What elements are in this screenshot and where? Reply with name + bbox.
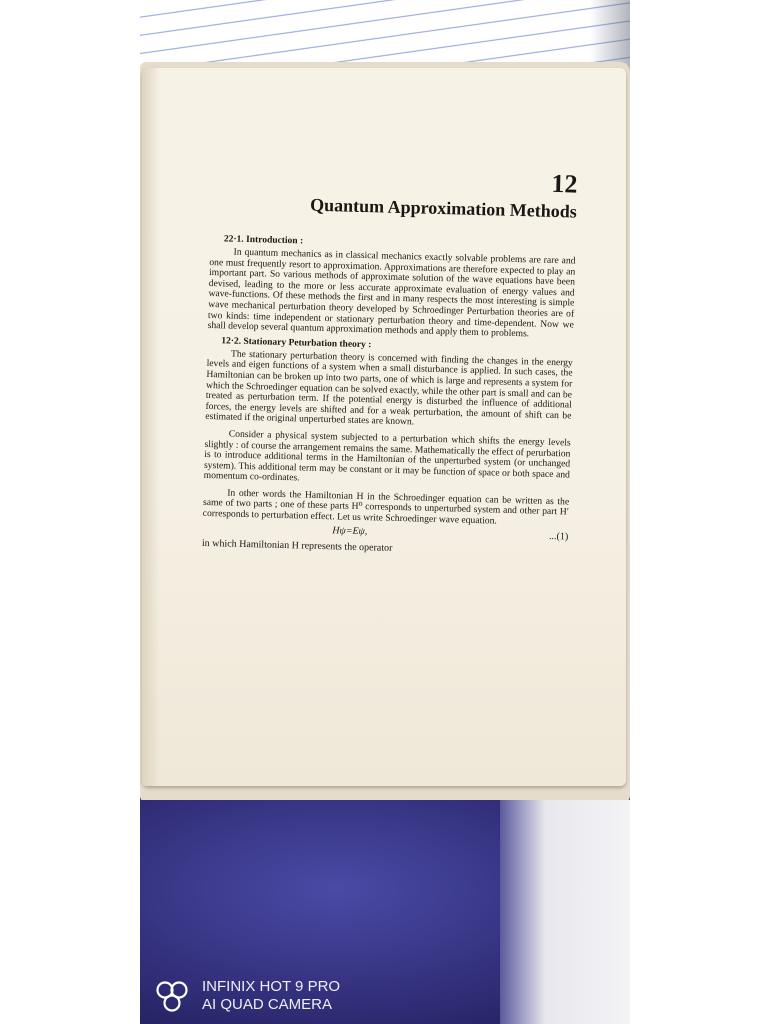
section-heading-introduction: 22·1. Introduction :: [223, 234, 304, 247]
page-text: [202, 160, 578, 559]
grey-background: [500, 800, 630, 1024]
trailing-text-line: in which Hamiltonian H represents the operator: [201, 537, 393, 554]
paragraph: The stationary perturbation theory is concerned with finding the changes in the energy levels and eigen functions of a system when a small disturbance is applied. In such cases, the Hamiltonian can be broken up into two parts, one of which is large and represents a system for which the Schroedinger equation can be solved exactly, while the other part is small and can be treated as perturbation term. If the potential energy is disturbed the influence of additional forces, the energy levels are shifted and for a weak perturbation, the amount of shift can be estimated if the original unperturbed states are known.: [205, 348, 573, 428]
chapter-number: 12: [551, 168, 578, 199]
three-circles-logo-icon: [154, 980, 190, 1014]
chapter-title: Quantum Approximation Methods: [309, 194, 578, 222]
paragraph: Consider a physical system subjected to a perturbation which shifts the energy levels slightly : of course the arrangement remains the same. Mathematically the effect of perurbation is to introduce additional terms in the Hamiltonian of the unperturbed system (or unchanged system). This additional term may be constant or it may be function of space or both space and momentum co-ordinates.: [203, 428, 571, 484]
page-spine-shadow: [142, 68, 160, 786]
section-heading-perturbation: 12·2. Stationary Peturbation theory :: [221, 336, 372, 350]
watermark-camera: AI QUAD CAMERA: [202, 996, 333, 1013]
paragraph: In quantum mechanics as in classical mechanics exactly solvable problems are rare and one must frequently resort to approximation. Approximations are therefore expected to play an important part. So various methods of approximate solution of the wave equations have been devised, leading to the more or less accurate approximate evaluation of energy values and wave-functions. Of these methods the first and in many respects the most interesting is simple wave mechanical perturbation theory developed by Schroedinger Perturbation theories are of two kinds: time independent or stationary perturbation theory and time-dependent. Now we shall develop several quantum approximation methods and apply them to problems.: [207, 246, 576, 340]
equation: Hψ=Eψ,: [332, 524, 368, 537]
paragraph: In other words the Hamiltonian H in the Schroedinger equation can be written as the same of two parts ; one of these parts H⁰ corresponds to unperturbed system and other part H′ corresponds to perturbation effect. Let us write Schroedinger wave equation.: [202, 487, 570, 527]
watermark-model: INFINIX HOT 9 PRO: [202, 978, 341, 995]
equation-number: ...(1): [548, 530, 569, 543]
